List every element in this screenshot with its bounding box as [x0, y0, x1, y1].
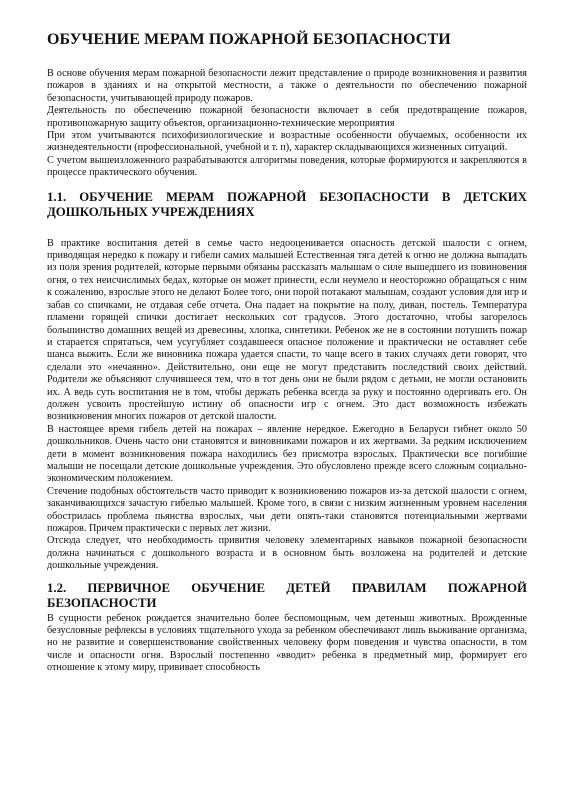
intro-paragraph-1: В основе обучения мерам пожарной безопасности лежит представление о природе возникновения и развития пожаров в зданиях и на открытой местности, а также о деятельности по обеспечению пожарной безопасности, учитывающей природу пожаров. — [47, 68, 527, 104]
intro-paragraph-2: Деятельность по обеспечению пожарной безопасности включает в себя предотвращение пожаров, противопожарную защиту объектов, организационно-технические мероприятия — [47, 105, 527, 129]
section1-paragraph-2: В настоящее время гибель детей на пожарах – явление нередкое. Ежегодно в Беларуси гибнет около 50 дошкольников. Очень часто они становятся и виновниками пожаров и их жертвами. За редким исключением дети в момент возникновения пожара находились без присмотра взрослых. Практически все погибшие малыши не посещали детские дошкольные учреждения. Это обусловлено прежде всего сложным социально-экономическим положением. — [47, 423, 527, 485]
intro-paragraph-3: При этом учитываются психофизиологические и возрастные особенности обучаемых, особенности их жизнедеятельности (профессиональной, учебной и т. п), характер складывающихся жизненных ситуаций. — [47, 130, 527, 154]
section-heading-1-1: 1.1. ОБУЧЕНИЕ МЕРАМ ПОЖАРНОЙ БЕЗОПАСНОСТИ В ДЕТСКИХ ДОШКОЛЬНЫХ УЧРЕЖДЕНИЯХ — [47, 189, 527, 219]
document-title: ОБУЧЕНИЕ МЕРАМ ПОЖАРНОЙ БЕЗОПАСНОСТИ — [47, 31, 451, 48]
intro-paragraph-4: С учетом вышеизложенного разрабатываются алгоритмы поведения, которые формируются и закрепляются в процессе практического обучения. — [47, 154, 527, 179]
section1-paragraph-3: Стечение подобных обстоятельств часто приводит к возникновению пожаров из-за детской шалости с огнем, заканчивающихся зачастую гибелью малышей. Кроме того, в связи с низким жизненным уровнем населения обострилась проблема пьянства взрослых, чьи дети опять-таки становятся потенциальными жертвами пожаров. Причем практически с первых лет жизни. — [47, 485, 527, 534]
section-heading-1-2: 1.2. ПЕРВИЧНОЕ ОБУЧЕНИЕ ДЕТЕЙ ПРАВИЛАМ ПОЖАРНОЙ БЕЗОПАСНОСТИ — [47, 580, 527, 610]
section1-paragraph-4: Отсюда следует, что необходимость привития человеку элементарных навыков пожарной безопасности должна начинаться с дошкольного возраста и в основном быть возложена на родителей и детские дошкольные учреждения. — [47, 535, 527, 572]
section1-paragraph-1: В практике воспитания детей в семье часто недооценивается опасность детской шалости с огнем, приводящая нередко к пожару и гибели самих малышей Естественная тяга детей к огню не должна выпадать из поля зрения родителей, которые первыми обязаны рассказать малышам о силе вышедшего из повиновения огня, о тех неисчислимых бедах, которые он может принести, если неумело и неосторожно обращаться с ним к сожалению, взрослые этого не делают Более того, они порой потакают малышам, создают условия для игр и забав со спичками, не отдавая себе отчета. Она падает на покрытие на полу, диван, постель. Температура пламени горящей спички достигает нескольких сот градусов. Этого достаточно, чтобы загорелось большинство домашних вещей из древесины, хлопка, синтетики. Ребенок же не в состоянии потушить пожар и старается спрятаться, чем усугубляет создавшееся опасное положение и практически не оставляет себе шанса выжить. Если же виновника пожара удается спасти, то чаще всего в таких случаях дети говорят, что сделали это «нечаянно». Действительно, они еще не могут представить последствий своих действий. Родители же объясняют случившееся тем, что в тот день они не были рядом с детьми, не могли остановить их. А ведь суть воспитания не в том, чтобы держать ребенка всегда за руку и постоянно одергивать его. Он должен усвоить простейшую истину об опасности игр с огнем. Это даст возможность избежать возникновения многих пожаров от детской шалости. — [47, 237, 527, 423]
section2-paragraph-1: В сущности ребенок рождается значительно более беспомощным, чем детеныш животных. Врожденные безусловные рефлексы в условиях тщательного ухода за ребенком обеспечивают лишь выживание организма, но не развитие и совершенствование свойственных человеку форм поведения и чувства опасности, в том числе и опасности огня. Взрослый постепенно «вводит» ребенка в предметный мир, формирует его отношение к этому миру, прививает способность — [47, 612, 527, 674]
